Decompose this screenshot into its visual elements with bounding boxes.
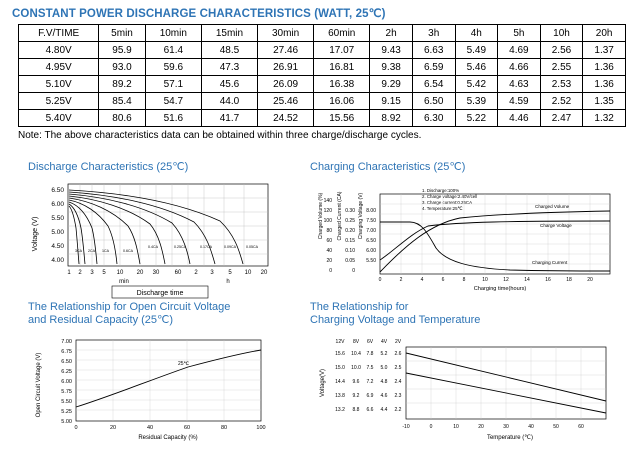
svg-text:Charging Voltage (V): Charging Voltage (V) — [358, 192, 364, 240]
svg-text:Open Circuit Voltage (V): Open Circuit Voltage (V) — [36, 352, 42, 418]
table-cell: 85.4 — [99, 93, 145, 110]
table-cell: 16.38 — [314, 76, 370, 93]
svg-text:Voltage (V): Voltage (V) — [32, 216, 39, 252]
table-cell: 4.63 — [498, 76, 541, 93]
table-cell: 9.29 — [370, 76, 413, 93]
svg-text:10.0: 10.0 — [351, 365, 361, 371]
svg-text:5.0: 5.0 — [380, 365, 388, 371]
table-cell: 4.69 — [498, 42, 541, 59]
table-cell: 9.43 — [370, 42, 413, 59]
svg-text:10: 10 — [482, 277, 488, 283]
svg-text:8: 8 — [462, 277, 466, 283]
charging-plot — [310, 176, 632, 301]
svg-text:0.05: 0.05 — [345, 258, 355, 264]
table-cell: 2.56 — [540, 42, 583, 59]
svg-text:9.2: 9.2 — [352, 393, 360, 399]
svg-text:2.5: 2.5 — [394, 365, 402, 371]
svg-text:100: 100 — [256, 425, 266, 431]
svg-text:12: 12 — [503, 277, 509, 283]
svg-text:80: 80 — [220, 425, 228, 431]
table-cell: 59.6 — [145, 59, 201, 76]
svg-text:Temperature (℃): Temperature (℃) — [486, 435, 534, 441]
svg-text:10: 10 — [116, 270, 124, 276]
table-cell: 93.0 — [99, 59, 145, 76]
svg-text:1CA: 1CA — [102, 249, 109, 253]
svg-text:0.4CA: 0.4CA — [148, 245, 158, 249]
table-cell: 16.81 — [314, 59, 370, 76]
charging-voltage-temperature-chart — [310, 301, 640, 452]
column-header: 4h — [455, 25, 498, 42]
svg-text:Voltage(V): Voltage(V) — [320, 368, 326, 398]
table-cell: 41.7 — [201, 110, 257, 127]
svg-text:16: 16 — [545, 277, 551, 283]
svg-text:1: 1 — [67, 270, 71, 276]
row-header: 5.25V — [19, 93, 99, 110]
svg-text:0: 0 — [352, 268, 355, 274]
svg-text:7.5: 7.5 — [366, 365, 374, 371]
svg-text:6.25: 6.25 — [61, 369, 72, 375]
svg-text:10: 10 — [453, 424, 459, 430]
table-row — [19, 76, 626, 93]
chart-heading-line2: Charging Voltage and Temperature — [310, 314, 481, 326]
table-cell: 51.6 — [145, 110, 201, 127]
table-cell: 6.50 — [412, 93, 455, 110]
svg-text:2.3: 2.3 — [394, 393, 402, 399]
svg-text:3CA: 3CA — [75, 249, 82, 253]
svg-text:7.8: 7.8 — [366, 351, 374, 357]
svg-text:5.25: 5.25 — [61, 409, 72, 415]
svg-text:6.9: 6.9 — [366, 393, 374, 399]
chart-heading: Charging Characteristics (25℃) — [310, 161, 466, 173]
svg-text:5.2: 5.2 — [380, 351, 388, 357]
chart-heading-line1: The Relationship for — [310, 301, 409, 313]
svg-text:20: 20 — [587, 277, 593, 283]
table-cell: 8.92 — [370, 110, 413, 127]
svg-text:10: 10 — [244, 270, 252, 276]
chart-heading — [310, 301, 640, 327]
svg-text:100: 100 — [323, 218, 332, 224]
svg-text:9.6: 9.6 — [352, 379, 360, 385]
table-cell: 17.07 — [314, 42, 370, 59]
table-cell: 2.53 — [540, 76, 583, 93]
table-cell: 5.46 — [455, 59, 498, 76]
svg-text:13.2: 13.2 — [335, 407, 345, 413]
svg-text:13.8: 13.8 — [335, 393, 345, 399]
svg-text:Charge Voltage: Charge Voltage — [540, 223, 572, 228]
column-header: 2h — [370, 25, 413, 42]
svg-text:7.2: 7.2 — [366, 379, 374, 385]
svg-text:0: 0 — [378, 277, 382, 283]
table-cell: 1.36 — [583, 76, 626, 93]
svg-text:3: 3 — [210, 270, 214, 276]
table-cell: 5.39 — [455, 93, 498, 110]
svg-text:2: 2 — [194, 270, 198, 276]
discharge-characteristics-chart — [28, 161, 308, 306]
svg-text:4.8: 4.8 — [380, 379, 388, 385]
svg-text:6.75: 6.75 — [61, 349, 72, 355]
svg-text:120: 120 — [323, 208, 332, 214]
svg-text:30: 30 — [503, 424, 509, 430]
row-header: 4.95V — [19, 59, 99, 76]
svg-text:Charged Volume (%): Charged Volume (%) — [318, 192, 324, 240]
svg-text:5.00: 5.00 — [61, 419, 72, 425]
svg-text:14: 14 — [524, 277, 530, 283]
svg-text:15.0: 15.0 — [335, 365, 345, 371]
table-cell: 6.59 — [412, 59, 455, 76]
svg-text:15.6: 15.6 — [335, 351, 345, 357]
svg-text:2CA: 2CA — [88, 249, 95, 253]
table-cell: 54.7 — [145, 93, 201, 110]
svg-text:8.00: 8.00 — [366, 208, 376, 214]
svg-text:12V: 12V — [335, 339, 345, 345]
svg-text:40: 40 — [326, 248, 332, 254]
table-cell: 89.2 — [99, 76, 145, 93]
svg-text:4V: 4V — [380, 339, 388, 345]
svg-text:0.09CA: 0.09CA — [224, 245, 236, 249]
svg-text:80: 80 — [326, 228, 332, 234]
svg-text:1. Discharge:100%: 1. Discharge:100% — [422, 188, 460, 193]
svg-text:6.50: 6.50 — [366, 238, 376, 244]
svg-text:5.00: 5.00 — [51, 229, 64, 236]
svg-text:0.17CA: 0.17CA — [200, 245, 212, 249]
row-header: 5.40V — [19, 110, 99, 127]
svg-text:5: 5 — [228, 270, 232, 276]
chart-heading: Discharge Characteristics (25℃) — [28, 161, 189, 173]
svg-text:6: 6 — [441, 277, 445, 283]
svg-text:6.00: 6.00 — [51, 201, 64, 208]
svg-text:60: 60 — [326, 238, 332, 244]
svg-text:Charging time(hours): Charging time(hours) — [473, 286, 527, 292]
svg-text:20: 20 — [109, 425, 117, 431]
discharge-plot — [28, 176, 298, 301]
svg-text:Residual Capacity (%): Residual Capacity (%) — [138, 435, 198, 441]
table-cell: 44.0 — [201, 93, 257, 110]
table-row — [19, 42, 626, 59]
constant-power-discharge-table — [18, 24, 626, 127]
table-cell: 9.38 — [370, 59, 413, 76]
svg-text:0.15: 0.15 — [345, 238, 355, 244]
table-cell: 15.56 — [314, 110, 370, 127]
svg-text:0: 0 — [74, 425, 78, 431]
column-header: 60min — [314, 25, 370, 42]
svg-text:0.10: 0.10 — [345, 248, 355, 254]
svg-text:4: 4 — [420, 277, 424, 283]
svg-text:3. Charge current:0.25CA: 3. Charge current:0.25CA — [422, 200, 473, 205]
row-header: 4.80V — [19, 42, 99, 59]
svg-text:Charged Volume: Charged Volume — [535, 204, 570, 209]
column-header: F.V/TIME — [19, 25, 99, 42]
svg-text:20: 20 — [326, 258, 332, 264]
table-cell: 2.52 — [540, 93, 583, 110]
table-cell: 25.46 — [258, 93, 314, 110]
chart-heading — [28, 301, 308, 327]
table-cell: 45.6 — [201, 76, 257, 93]
ocv-residual-capacity-chart — [28, 301, 308, 452]
column-header: 5h — [498, 25, 541, 42]
table-cell: 61.4 — [145, 42, 201, 59]
table-cell: 4.66 — [498, 59, 541, 76]
svg-text:18: 18 — [566, 277, 572, 283]
table-cell: 1.37 — [583, 42, 626, 59]
chart-heading-line2: and Residual Capacity (25℃) — [28, 314, 174, 326]
table-cell: 6.63 — [412, 42, 455, 59]
charging-characteristics-chart — [310, 161, 640, 306]
svg-text:h: h — [226, 279, 230, 285]
page-title: CONSTANT POWER DISCHARGE CHARACTERISTICS (WATT, 25℃) — [12, 8, 386, 20]
table-cell: 57.1 — [145, 76, 201, 93]
svg-text:60: 60 — [183, 425, 191, 431]
table-cell: 4.46 — [498, 110, 541, 127]
table-row — [19, 59, 626, 76]
svg-text:6.50: 6.50 — [61, 359, 72, 365]
svg-text:25℃: 25℃ — [178, 361, 190, 367]
table-cell: 26.09 — [258, 76, 314, 93]
svg-text:0.25: 0.25 — [345, 218, 355, 224]
svg-text:5.75: 5.75 — [61, 389, 72, 395]
table-cell: 4.59 — [498, 93, 541, 110]
svg-text:40: 40 — [146, 425, 154, 431]
table-cell: 47.3 — [201, 59, 257, 76]
svg-text:6.00: 6.00 — [366, 248, 376, 254]
svg-text:5: 5 — [102, 270, 106, 276]
table-cell: 24.52 — [258, 110, 314, 127]
row-header: 5.10V — [19, 76, 99, 93]
table-cell: 6.30 — [412, 110, 455, 127]
svg-text:8V: 8V — [352, 339, 360, 345]
svg-text:4.50: 4.50 — [51, 243, 64, 250]
table-cell: 2.55 — [540, 59, 583, 76]
svg-text:-10: -10 — [402, 424, 410, 430]
table-cell: 1.36 — [583, 59, 626, 76]
column-header: 5min — [99, 25, 145, 42]
svg-text:4. Temperature:25℃: 4. Temperature:25℃ — [422, 206, 463, 211]
svg-text:6V: 6V — [366, 339, 374, 345]
svg-text:Discharge time: Discharge time — [136, 290, 184, 297]
table-cell: 5.22 — [455, 110, 498, 127]
table-cell: 5.42 — [455, 76, 498, 93]
table-cell: 1.35 — [583, 93, 626, 110]
column-header: 3h — [412, 25, 455, 42]
svg-text:5.50: 5.50 — [366, 258, 376, 264]
svg-text:3: 3 — [90, 270, 94, 276]
column-header: 30min — [258, 25, 314, 42]
svg-text:4.00: 4.00 — [51, 257, 64, 264]
svg-text:0: 0 — [429, 424, 433, 430]
column-header: 10h — [540, 25, 583, 42]
svg-text:30: 30 — [152, 270, 160, 276]
svg-text:10.4: 10.4 — [351, 351, 361, 357]
table-row — [19, 110, 626, 127]
svg-text:Charged Current (CA): Charged Current (CA) — [337, 191, 343, 241]
svg-text:0.20: 0.20 — [345, 228, 355, 234]
svg-text:4.6: 4.6 — [380, 393, 388, 399]
svg-text:20: 20 — [478, 424, 484, 430]
table-cell: 5.49 — [455, 42, 498, 59]
svg-text:2.4: 2.4 — [394, 379, 402, 385]
svg-text:6.6: 6.6 — [366, 407, 374, 413]
svg-text:4.4: 4.4 — [380, 407, 388, 413]
svg-text:140: 140 — [323, 198, 332, 204]
svg-text:20: 20 — [260, 270, 268, 276]
table-cell: 80.6 — [99, 110, 145, 127]
svg-text:50: 50 — [553, 424, 559, 430]
svg-text:2.6: 2.6 — [394, 351, 402, 357]
svg-text:60: 60 — [174, 270, 182, 276]
svg-text:2.2: 2.2 — [394, 407, 402, 413]
svg-text:0.6CA: 0.6CA — [123, 249, 133, 253]
column-header: 15min — [201, 25, 257, 42]
svg-text:2. Charge voltage:2.40V/cell: 2. Charge voltage:2.40V/cell — [422, 194, 478, 199]
table-note: Note: The above characteristics data can be obtained within three charge/discharge cycles. — [18, 130, 422, 141]
svg-text:7.00: 7.00 — [61, 339, 72, 345]
svg-text:0: 0 — [329, 268, 332, 274]
table-cell: 27.46 — [258, 42, 314, 59]
svg-text:14.4: 14.4 — [335, 379, 345, 385]
svg-text:6.00: 6.00 — [61, 379, 72, 385]
table-cell: 1.32 — [583, 110, 626, 127]
svg-text:2: 2 — [78, 270, 82, 276]
svg-text:Charging Current: Charging Current — [532, 260, 568, 265]
table-cell: 16.06 — [314, 93, 370, 110]
ocv-plot — [28, 329, 298, 447]
table-cell: 9.15 — [370, 93, 413, 110]
svg-text:8.8: 8.8 — [352, 407, 360, 413]
table-cell: 48.5 — [201, 42, 257, 59]
table-cell: 95.9 — [99, 42, 145, 59]
svg-text:0.30: 0.30 — [345, 208, 355, 214]
column-header: 10min — [145, 25, 201, 42]
table-row — [19, 93, 626, 110]
svg-text:2: 2 — [399, 277, 403, 283]
svg-text:7.00: 7.00 — [366, 228, 376, 234]
table-header-row — [19, 25, 626, 42]
svg-text:6.50: 6.50 — [51, 187, 64, 194]
column-header: 20h — [583, 25, 626, 42]
svg-text:5.50: 5.50 — [61, 399, 72, 405]
temperature-plot — [310, 329, 632, 447]
table-cell: 26.91 — [258, 59, 314, 76]
chart-heading-line1: The Relationship for Open Circuit Voltage — [28, 301, 231, 313]
svg-text:40: 40 — [528, 424, 534, 430]
svg-text:0.25CA: 0.25CA — [174, 245, 186, 249]
svg-text:7.50: 7.50 — [366, 218, 376, 224]
table-cell: 2.47 — [540, 110, 583, 127]
svg-text:0.05CA: 0.05CA — [246, 245, 258, 249]
svg-text:min: min — [119, 279, 129, 285]
svg-text:2V: 2V — [394, 339, 402, 345]
svg-text:60: 60 — [578, 424, 584, 430]
table-cell: 6.54 — [412, 76, 455, 93]
svg-text:20: 20 — [136, 270, 144, 276]
svg-text:5.50: 5.50 — [51, 215, 64, 222]
